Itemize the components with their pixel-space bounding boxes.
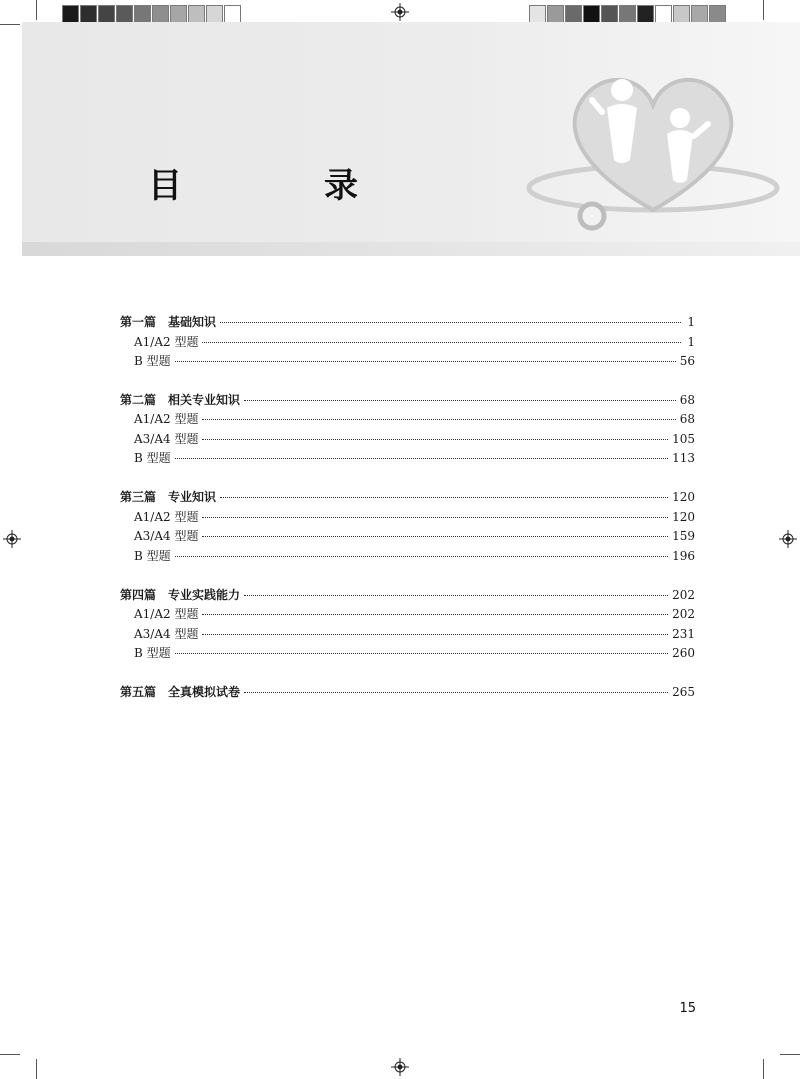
toc-entry-label: A1/A2 型题 [134, 334, 199, 349]
dot-leader [202, 419, 675, 420]
heart-stethoscope-logo-icon [522, 60, 784, 236]
dot-leader [244, 692, 668, 693]
toc-part-entry[interactable] [120, 683, 695, 703]
toc-sub-entry[interactable] [120, 527, 695, 547]
toc-part-entry[interactable] [120, 313, 695, 333]
dot-leader [202, 614, 668, 615]
color-swatch [691, 5, 708, 23]
toc-part-entry[interactable] [120, 586, 695, 606]
toc-entry-page: 159 [672, 529, 695, 544]
registration-mark-icon [779, 530, 797, 548]
color-swatch [188, 5, 205, 23]
toc-sub-entry[interactable] [120, 605, 695, 625]
toc-entry-page: 1 [687, 334, 695, 349]
toc-part-group [120, 586, 695, 664]
color-calibration-bar-right [529, 5, 727, 23]
toc-entry-label: A3/A4 型题 [134, 626, 199, 641]
dot-leader [244, 595, 668, 596]
crop-mark [0, 24, 20, 25]
toc-sub-entry[interactable] [120, 410, 695, 430]
crop-mark [36, 0, 37, 20]
color-swatch [152, 5, 169, 23]
crop-mark [780, 1054, 800, 1055]
dot-leader [202, 536, 668, 537]
toc-sub-entry[interactable] [120, 333, 695, 353]
crop-mark [763, 0, 764, 20]
color-swatch [529, 5, 546, 23]
color-swatch [80, 5, 97, 23]
color-swatch [709, 5, 726, 23]
table-of-contents [120, 313, 695, 722]
toc-sub-entry[interactable] [120, 430, 695, 450]
dot-leader [202, 342, 681, 343]
toc-entry-label: B 型题 [134, 354, 171, 368]
color-swatch [601, 5, 618, 23]
toc-entry-page: 196 [672, 548, 695, 563]
toc-entry-label: A3/A4 型题 [134, 529, 199, 544]
toc-part-group [120, 488, 695, 566]
toc-entry-page: 202 [672, 587, 695, 602]
color-swatch [170, 5, 187, 23]
toc-part-group [120, 683, 695, 703]
color-swatch [206, 5, 223, 23]
toc-entry-label: B 型题 [134, 646, 171, 661]
crop-mark [36, 1059, 37, 1079]
toc-entry-label: 第五篇 全真模拟试卷 [120, 685, 241, 700]
toc-entry-label: 第二篇 相关专业知识 [120, 392, 241, 407]
dot-leader [175, 653, 668, 654]
toc-entry-page: 202 [672, 607, 695, 622]
dot-leader [244, 400, 676, 401]
toc-entry-label: A1/A2 型题 [134, 509, 199, 524]
dot-leader [220, 322, 681, 323]
color-swatch [116, 5, 133, 23]
toc-entry-page: 265 [672, 685, 695, 700]
toc-entry-label: 第一篇 基础知识 [120, 315, 217, 329]
color-swatch [62, 5, 79, 23]
dot-leader [202, 517, 668, 518]
toc-entry-label: A3/A4 型题 [134, 431, 199, 446]
toc-entry-page: 68 [679, 412, 695, 427]
dot-leader [175, 361, 676, 362]
toc-sub-entry[interactable] [120, 644, 695, 664]
toc-entry-page: 56 [679, 354, 695, 368]
dot-leader [202, 634, 668, 635]
color-swatch [98, 5, 115, 23]
toc-entry-page: 231 [672, 626, 695, 641]
toc-sub-entry[interactable] [120, 625, 695, 645]
toc-entry-page: 113 [672, 451, 695, 466]
color-swatch [565, 5, 582, 23]
page-title: 目 录 [148, 166, 412, 206]
toc-part-entry[interactable] [120, 391, 695, 411]
toc-entry-page: 68 [679, 392, 695, 407]
toc-entry-label: A1/A2 型题 [134, 607, 199, 622]
color-swatch [583, 5, 600, 23]
registration-mark-icon [3, 530, 21, 548]
toc-sub-entry[interactable] [120, 449, 695, 469]
toc-entry-label: 第三篇 专业知识 [120, 490, 217, 505]
dot-leader [220, 497, 668, 498]
toc-entry-label: 第四篇 专业实践能力 [120, 587, 241, 602]
color-swatch [134, 5, 151, 23]
toc-sub-entry[interactable] [120, 547, 695, 567]
toc-entry-page: 120 [672, 509, 695, 524]
toc-entry-page: 120 [672, 490, 695, 505]
color-swatch [655, 5, 672, 23]
color-swatch [673, 5, 690, 23]
dot-leader [202, 439, 668, 440]
dot-leader [175, 458, 668, 459]
color-swatch [224, 5, 241, 23]
color-swatch [637, 5, 654, 23]
registration-mark-icon [391, 3, 409, 21]
color-swatch [619, 5, 636, 23]
toc-part-entry[interactable] [120, 488, 695, 508]
page-number: 15 [679, 1001, 696, 1016]
crop-mark [763, 1059, 764, 1079]
color-swatch [547, 5, 564, 23]
toc-entry-label: B 型题 [134, 451, 171, 466]
color-calibration-bar-left [62, 5, 242, 23]
toc-entry-label: B 型题 [134, 548, 171, 563]
toc-entry-page: 1 [687, 315, 695, 329]
registration-mark-icon [391, 1058, 409, 1076]
toc-sub-entry[interactable] [120, 352, 695, 372]
toc-sub-entry[interactable] [120, 508, 695, 528]
toc-part-group [120, 391, 695, 469]
crop-mark [0, 1054, 20, 1055]
toc-entry-page: 105 [672, 431, 695, 446]
header-divider [22, 242, 800, 256]
dot-leader [175, 556, 668, 557]
toc-entry-label: A1/A2 型题 [134, 412, 199, 427]
toc-entry-page: 260 [672, 646, 695, 661]
toc-part-group [120, 313, 695, 372]
